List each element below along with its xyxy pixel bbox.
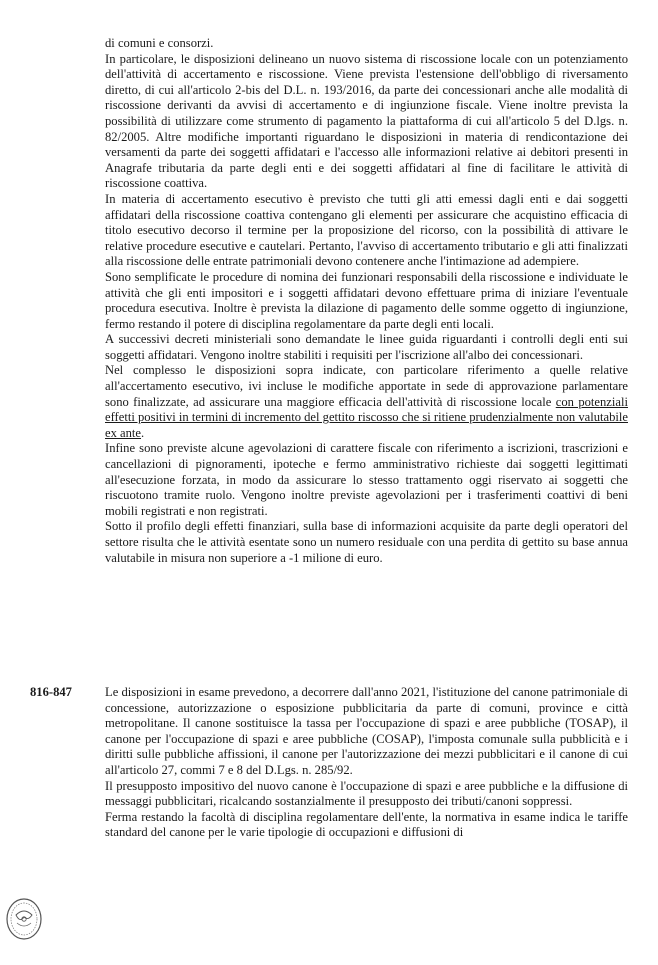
paragraph: Ferma restando la facoltà di disciplina regolamentare dell'ente, la normativa in esame indica le tariffe standard del canone per le varie tipologie di occupazioni e diffusioni di [105,809,628,840]
paragraph: di comuni e consorzi. [105,36,214,50]
top-text-block [105,36,628,566]
paragraph: Infine sono previste alcune agevolazioni di carattere fiscale con riferimento a iscrizioni, trascrizioni e cancellazioni di pignoramenti, ipoteche e fermo amministrativo richieste dai soggetti legittimati all'esecuzione forzata, in modo da assicurare lo stesso trattamento oggi riservato ai soggetti che riscuotono tramite ruolo. Vengono inoltre previste agevolazioni per i trasferimenti coattivi di beni mobili registrati e non registrati. [105,441,628,518]
paragraph-with-underline [105,363,628,441]
paragraph: Sono semplificate le procedure di nomina dei funzionari responsabili della riscossione e individuate le attività che gli enti impositori e i soggetti affidatari devono effettuare prima di iniziare l'eventuale procedura esecutiva. Inoltre è prevista la dilazione di pagamento delle somme oggetto di ingiunzione, fermo restando il potere di disciplina regolamentare da parte degli enti locali. [105,269,628,331]
paragraph-end: . [141,425,145,440]
paragraph: In particolare, le disposizioni delineano un nuovo sistema di riscossione locale con un potenziamento dell'attività di accertamento e riscossione. Viene prevista l'estensione dell'obbligo di riversamento diretto, di cui all'articolo 2-bis del D.L. n. 193/2016, da parte dei concessionari anche alle modalità di riscossione derivanti da avvisi di accertamento e di ingiunzione fiscale. Viene inoltre prevista la possibilità di utilizzare come strumento di pagamento la piattaforma di cui all'articolo 5 del D.lgs. n. 82/2005. Altre modifiche importanti riguardano le disposizioni in materia di rendicontazione dei versamenti da parte dei soggetti affidatari e l'accesso alle informazioni relative ai debitori presenti in Anagrafe tributaria da parte degli enti e dei soggetti affidatari al fine di facilitare le attività di riscossione coattiva. [105,51,628,191]
paragraph-text: Nel complesso le disposizioni sopra indicate, con particolare riferimento a quelle relative all'accertamento esecutivo, ivi incluse le modifiche apportate in sede di approvazione parlamentare sono finalizzate, ad assicurare una maggiore efficacia dell'attività di riscossione locale [105,363,628,409]
paragraph: A successivi decreti ministeriali sono demandate le linee guida riguardanti i controlli degli enti sui soggetti affidatari. Vengono inoltre stabiliti i requisiti per l'iscrizione all'albo dei concessionari. [105,332,628,362]
underlined-phrase: con potenziali effetti positivi in termini di incremento del gettito riscosso che si ritiene prudenzialmente non valutabile ex ante [105,394,628,440]
official-seal-icon [4,895,44,943]
section-text-block [105,685,628,841]
paragraph: Il presupposto impositivo del nuovo canone è l'occupazione di spazi e aree pubbliche e la diffusione di messaggi pubblicitari, ricalcando sostanzialmente il presupposto dei tributi/canoni soppressi. [105,778,628,809]
paragraph: In materia di accertamento esecutivo è previsto che tutti gli atti emessi dagli enti e dai soggetti affidatari della riscossione coattiva contengano gli elementi per assicurare che acquistino efficacia di titolo esecutivo decorso il termine per la proposizione del ricorso, con la possibilità di attivare le relative procedure esecutive e cautelari. Pertanto, l'avviso di accertamento tributario e gli atti finalizzati alla riscossione delle entrate patrimoniali devono contenere anche l'intimazione ad adempiere. [105,191,628,269]
section-number: 816-847 [30,685,72,699]
paragraph: Sotto il profilo degli effetti finanziari, sulla base di informazioni acquisite da parte degli operatori del settore risulta che le attività esentate sono un numero residuale con una perdita di gettito su base annua valutabile in misura non superiore a -1 milione di euro. [105,519,628,565]
paragraph: Le disposizioni in esame prevedono, a decorrere dall'anno 2021, l'istituzione del canone patrimoniale di concessione, autorizzazione o esposizione pubblicitaria da parte di comuni, province e città metropolitane. Il canone sostituisce la tassa per l'occupazione di spazi e aree pubbliche (TOSAP), il canone per l'occupazione di spazi e aree pubbliche (COSAP), l'imposta comunale sulla pubblicità e i diritti sulle pubbliche affissioni, il canone per l'autorizzazione dei mezzi pubblicitari e il canone di cui all'articolo 27, commi 7 e 8 del D.Lgs. n. 285/92. [105,685,628,777]
